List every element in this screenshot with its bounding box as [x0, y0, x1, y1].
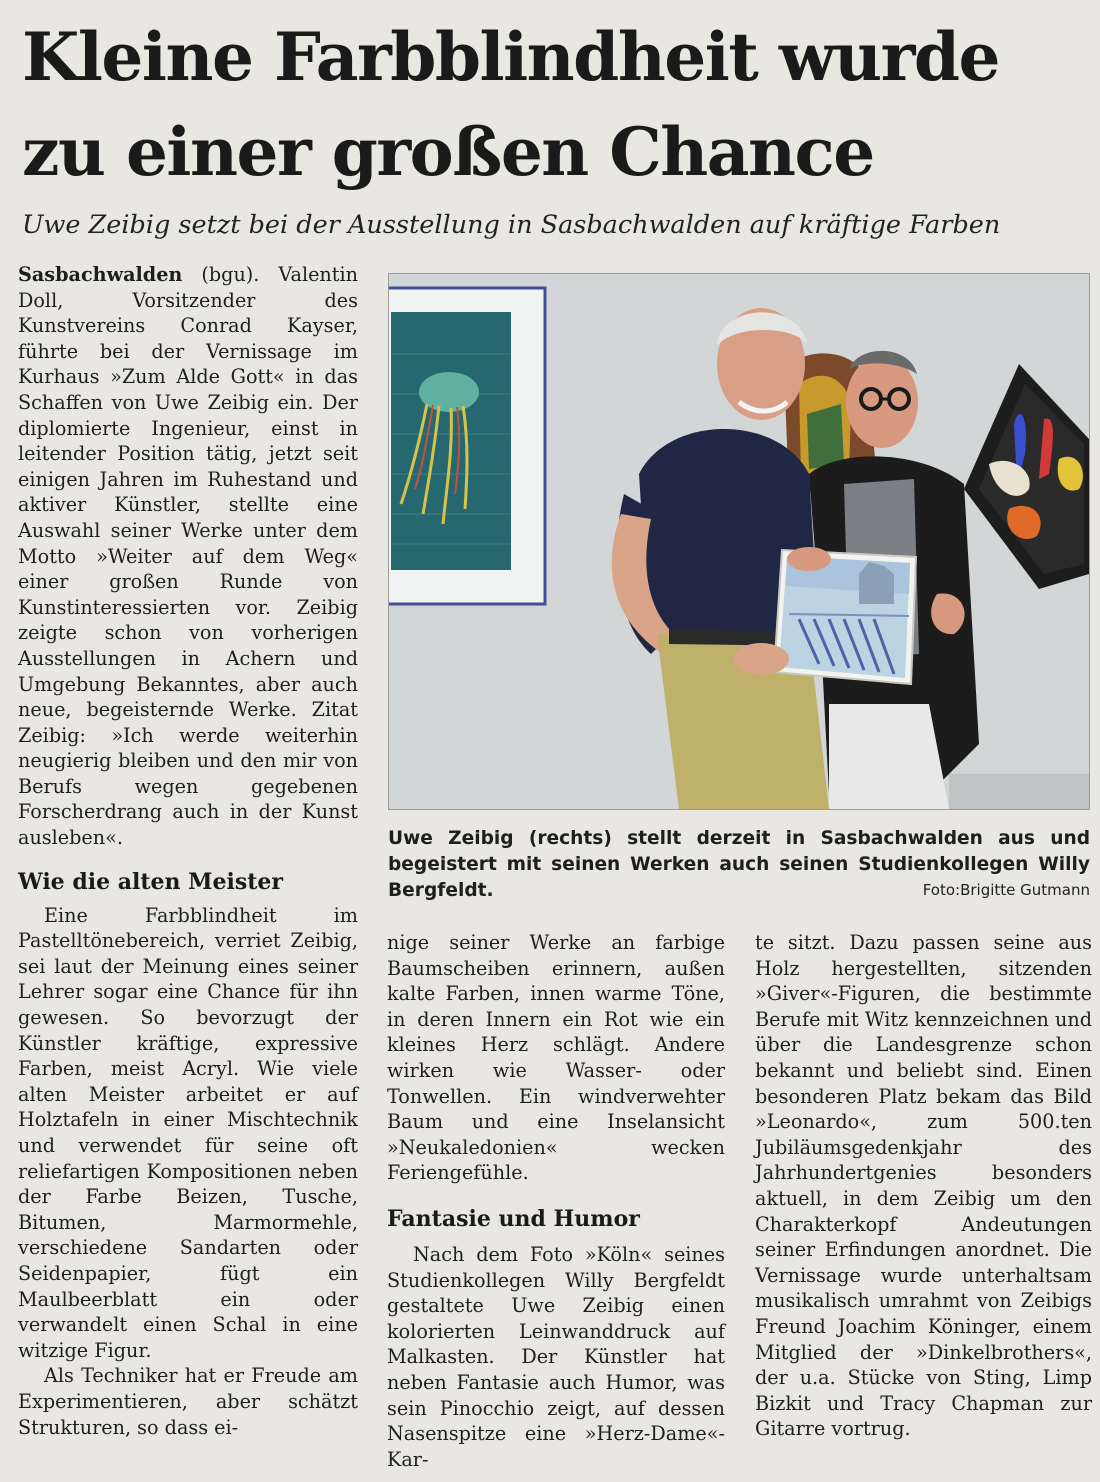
section1-paragraph-1: Eine Farbblindheit im Pastelltönebereich, verriet Zeibig, sei laut der Meinung eines seiner Lehrer sogar eine Chance für ihn gewesen. So bevorzugt der Künstler kräftige, expressive Farben, meist Acryl. Wie viele alten Meister arbeitet er auf Holztafeln in einer Mischtechnik und verwendet für seine oft reliefartigen Kompositionen neben der Farbe Beizen, Tusche, Bitumen, Marmormehle, verschiedene Sandarten oder Seidenpapier, fügt ein Maulbeerblatt ein oder verwandelt einen Schal in eine witzige Figur. [18, 903, 358, 1362]
article-column-1 [18, 262, 358, 1440]
section1-paragraph-2-cont: nige seiner Werke an farbige Baumscheiben erinnern, außen kalte Farben, innen warme Töne, in deren Innern ein Rot wie ein kleines Herz schlägt. Andere wirken wie Wasser- oder Tonwellen. Ein windverwehter Baum und eine Inselansicht »Neukaledonien« wecken Feriengefühle. [387, 931, 725, 1185]
photo-credit: Foto:Brigitte Gutmann [922, 881, 1090, 899]
section-heading-2: Fantasie und Humor [387, 1205, 640, 1232]
article-column-2 [387, 930, 725, 1472]
photo-caption: Uwe Zeibig (rechts) stellt derzeit in Sasbachwalden aus und begeistert mit seinen Werken auch seinen Studienkollegen Willy Bergfeldt. [388, 828, 1090, 901]
section2-paragraph-1: Nach dem Foto »Köln« seines Studienkollegen Willy Bergfeldt gestaltete Uwe Zeibig einen kolorierten Leinwanddruck auf Malkasten. Der Künstler hat neben Fantasie auch Humor, was sein Pinocchio zeigt, auf dessen Nasenspitze eine »Herz-Dame«-Kar- [387, 1242, 725, 1471]
headline-line-1: Kleine Farbblindheit wurde [22, 18, 1000, 96]
intro-text: Valentin Doll, Vorsitzender des Kunstvereins Conrad Kayser, führte bei der Vernissage im Kurhaus »Zum Alde Gott« in das Schaffen von Uwe Zeibig ein. Der diplomierte Ingenieur, einst in leitender Position tätig, jetzt seit einigen Jahren im Ruhestand und aktiver Künstler, stellte eine Auswahl seiner Werke unter dem Motto »Weiter auf dem Weg« einer großen Runde von Kunstinteressierten vor. Zeibig zeigte schon von vorherigen Ausstellungen in Achern und Umgebung Bekanntes, aber auch neue, begeisternde Werke. Zitat Zeibig: »Ich werde weiterhin neugierig bleiben und den mir von Berufs wegen gegebenen Forscherdrang auch in der Kunst ausleben«. [18, 263, 358, 850]
agency-tag: (bgu). [182, 263, 279, 286]
headline [22, 10, 1092, 200]
dateline: Sasbachwalden [18, 263, 183, 286]
intro-paragraph [18, 262, 358, 851]
section1-paragraph-2-start: Als Techniker hat er Freude am Experimentieren, aber schätzt Strukturen, so dass ei- [18, 1364, 358, 1439]
section2-paragraph-1-cont: te sitzt. Dazu passen seine aus Holz hergestellten, sitzenden »Giver«-Figuren, die bestimmte Berufe mit Witz kennzeichnen und über die Landesgrenze schon bekannt und beliebt sind. Einen besonderen Platz bekam das Bild »Leonardo«, zum 500.ten Jubiläumsgedenkjahr des Jahrhundertgenies besonders aktuell, in dem Zeibig um den Charakterkopf Andeutungen seiner Erfindungen anordnet. Die Vernissage wurde unterhaltsam musikalisch umrahmt von Zeibigs Freund Joachim Köninger, einem Mitglied der »Dinkelbrothers«, der u.a. Stücke von Sting, Limp Bizkit und Tracy Chapman zur Gitarre vortrug. [755, 931, 1092, 1441]
held-painting [774, 550, 916, 684]
subheadline: Uwe Zeibig setzt bei der Ausstellung in Sasbachwalden auf kräftige Farben [22, 210, 1001, 240]
jellyfish-painting [389, 288, 545, 604]
headline-line-2: zu einer großen Chance [22, 113, 874, 191]
article-photo [388, 273, 1090, 810]
section-heading-1: Wie die alten Meister [18, 868, 283, 895]
article-column-3 [755, 930, 1092, 1442]
photo-illustration [389, 274, 1089, 809]
